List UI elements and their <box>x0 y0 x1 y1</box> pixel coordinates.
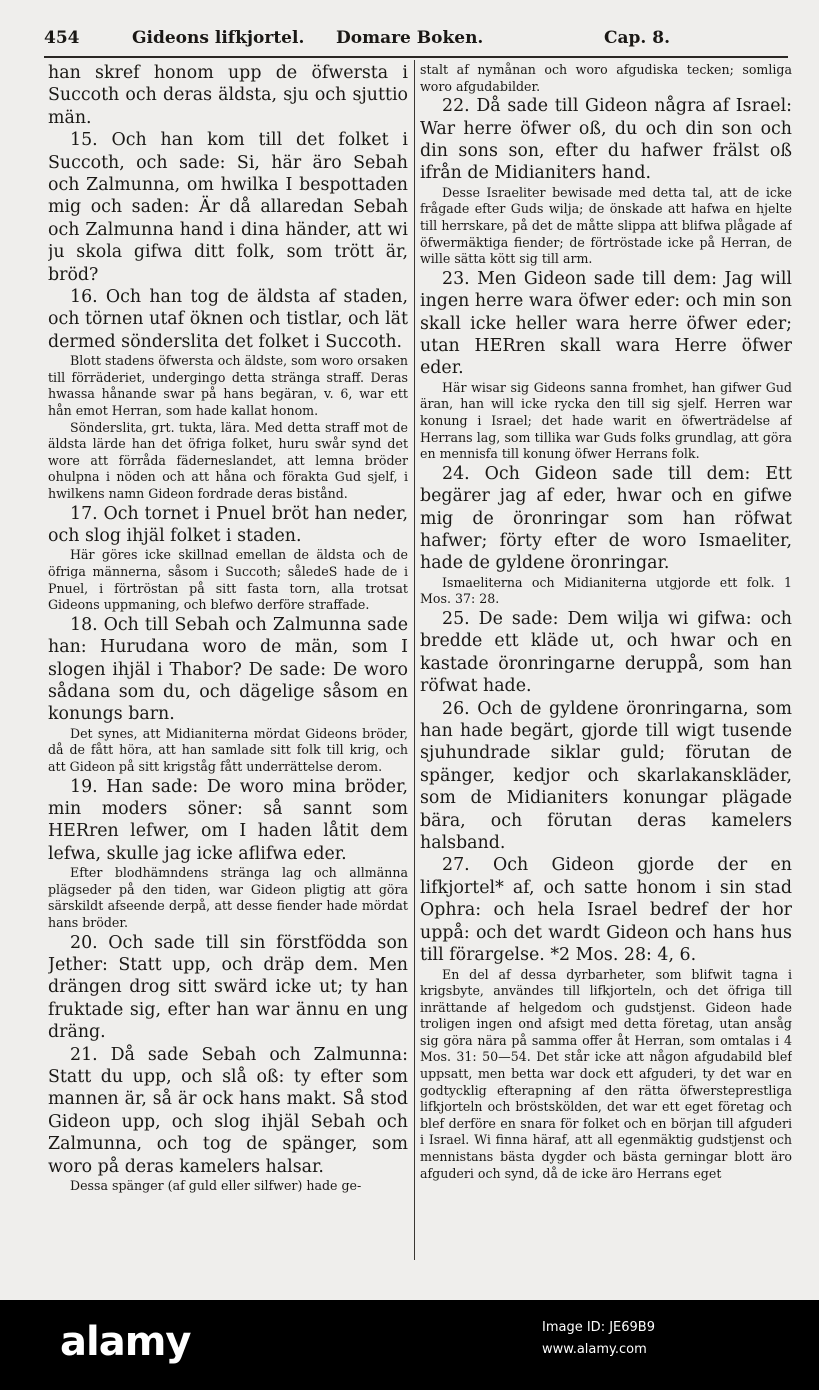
commentary-paragraph: Dessa spänger (af guld eller silfwer) hade ge- <box>70 1178 362 1194</box>
verse-paragraph: 27. Och Gideon gjorde der en lifkjortel* af, och satte honom i sin stad Ophra: och hela Israel bedref der hor uppå: och det wardt Gideon och hans hus till förargelse. *2 Mos. 28: 4, 6. <box>420 855 792 966</box>
commentary-paragraph: Det synes, att Midianiterna mördat Gideons bröder, då de fått höra, att han samlade sitt folk till krig, och att Gideon på sitt krigståg fått underrättelse derom. <box>48 725 408 775</box>
header-rule <box>44 56 788 58</box>
page-number: 454 <box>44 28 80 48</box>
verse-paragraph: 18. Och till Sebah och Zalmunna sade han: Hurudana woro de män, som I slogen ihjäl i Thabor? De sade: De woro sådana som du, och dägelige såsom en konungs barn. <box>48 614 408 725</box>
commentary-paragraph: Här wisar sig Gideons sanna fromhet, han gifwer Gud äran, han will icke rycka den till sig sjelf. Herren war konung i Israel; det hade warit en öfwerträdelse af Herrans lag, som tillika war Guds folks grundlag, att göra en mennisfa till konung öfwer Herrans folk. <box>420 379 792 462</box>
commentary-paragraph: stalt af nymånan och woro afgudiska tecken; somliga woro afgudabilder. <box>420 62 792 94</box>
verse-paragraph: 23. Men Gideon sade till dem: Jag will ingen herre wara öfwer eder: och min son skall icke heller wara herre öfwer eder; utan HERren skall wara Herre öfwer eder. <box>420 268 792 379</box>
book-title: Domare Boken. <box>336 28 484 48</box>
verse-paragraph: 17. Och tornet i Pnuel bröt han neder, och slog ihjäl folket i staden. <box>48 503 408 547</box>
verse-paragraph: 26. Och de gyldene öronringarna, som han hade begärt, gjorde till wigt tusende sjuhundrade siklar guld; förutan de spänger, kedjor och skarlakanskläder, som de Midianiters konungar plägade bära, och förutan deras kamelers halsband. <box>420 698 792 854</box>
verse-paragraph: 16. Och han tog de äldsta af staden, och törnen utaf öknen och tistlar, och lät dermed sönderslita det folket i Succoth. <box>48 287 408 352</box>
commentary-paragraph: Blott stadens öfwersta och äldste, som woro orsaken till förräderiet, undergingo detta stränga straff. Deras hwassa hånande swar på hans begäran, v. 6, war ett hån emot Herran, som hade kallat honom. <box>48 353 408 419</box>
commentary-paragraph: Sönderslita, grt. tukta, lära. Med detta straff mot de äldsta lärde han det öfriga folket, huru swår synd det wore att förråda fäderneslandet, att lemna bröder ohulpna i nöden och att håna och förakta Gud sjelf, i hwilkens namn Gideon fordrade deras bistånd. <box>48 419 408 502</box>
commentary-paragraph: Här göres icke skillnad emellan de äldsta och de öfriga männerna, såsom i Succoth; såledeS hade de i Pnuel, i förtröstan på sitt fasta torn, alla trotsat Gideons uppmaning, och blefwo derföre straffade. <box>48 547 408 613</box>
watermark-banner <box>0 1300 819 1390</box>
image-id: Image ID: JE69B9 <box>542 1320 655 1335</box>
verse-paragraph: 25. De sade: Dem wilja wi gifwa: och bredde ett kläde ut, och hwar och en kastade öronringarne deruppå, som han röfwat hade. <box>420 609 792 697</box>
commentary-paragraph: Desse Israeliter bewisade med detta tal, att de icke frågade efter Guds wilja; de önskade att hafwa en hjelte till herrskare, på det de måtte slippa att blifwa plågade af öfwermäktiga fiender; de förtröstade icke på Herran, de wille sätta kött sig till arm. <box>420 184 792 267</box>
verse-paragraph: 19. Han sade: De woro mina bröder, min moders söner: så sannt som HERren lefwer, om I haden låtit dem lefwa, skulle jag icke aflifwa eder. <box>48 776 408 864</box>
verse-paragraph: 15. Och han kom till det folket i Succoth, och sade: Si, här äro Sebah och Zalmunna, om hwilka I bespottaden mig och saden: Är då allaredan Sebah och Zalmunna hand i dina händer, att wi ju skola gifwa ditt folk, som trött är, bröd? <box>48 130 408 285</box>
commentary-paragraph: Ismaeliterna och Midianiterna utgjorde ett folk. 1 Mos. 37: 28. <box>420 574 792 607</box>
commentary-paragraph: Efter blodhämndens stränga lag och allmänna plägseder på den tiden, war Gideon pligtig att göra särskildt afseende derpå, att desse fiender hade mördat hans bröder. <box>48 865 408 931</box>
alamy-logo: alamy <box>60 1319 191 1365</box>
running-title: Gideons lifkjortel. <box>132 28 305 48</box>
chapter-label: Cap. 8. <box>604 28 671 48</box>
page-header <box>44 26 676 54</box>
column-divider <box>414 60 415 1260</box>
verse-paragraph: 22. Då sade till Gideon några af Israel: War herre öfwer oß, du och din son och din sons son, efter du hafwer frälst oß ifrån de Midianiters hand. <box>420 96 792 184</box>
commentary-paragraph: En del af dessa dyrbarheter, som blifwit tagna i krigsbyte, användes till lifkjorteln, och det öfriga till inrättande af helgedom och gudstjenst. Gideon hade troligen ingen ond afsigt med detta företag, utan ansåg sig göra nära på samma offer åt Herran, som omtalas i 4 Mos. 31: 50—54. Det står icke att någon afgudabild blef uppsatt, men betta war dock ett afguderi, ty det war en godtycklig efterapning af den rätta öfwersteprestliga lifkjorteln och bröstskölden, det war ett eget företag och blef derföre en snara för folket och en början till afguderi i Israel. Wi finna häraf, att all egenmäktig gudstjenst och mennistans bästa dygder och bästa gerningar blott äro afguderi och synd, då de icke äro Herrans eget <box>420 966 792 1181</box>
right-column <box>420 62 792 1262</box>
source-url: www.alamy.com <box>542 1342 647 1357</box>
verse-paragraph: han skref honom upp de öfwersta i Succoth och deras äldsta, sju och sjuttio män. <box>48 63 408 128</box>
verse-paragraph: 24. Och Gideon sade till dem: Ett begärer jag af eder, hwar och en gifwe mig de öronringar som han röfwat hafwer; förty efter de woro Ismaeliter, hade de gyldene öronringar. <box>420 463 792 574</box>
verse-paragraph: 20. Och sade till sin förstfödda son Jether: Statt upp, och dräp dem. Men drängen drog sitt swärd icke ut; ty han fruktade sig, efter han war ännu en ung dräng. <box>48 932 408 1043</box>
verse-paragraph: 21. Då sade Sebah och Zalmunna: Statt du upp, och slå oß: ty efter som mannen är, så är ock hans makt. Så stod Gideon upp, och slog ihjäl Sebah och Zalmunna, och tog de spänger, som woro på deras kamelers halsar. <box>48 1044 408 1177</box>
left-column <box>48 62 408 1262</box>
